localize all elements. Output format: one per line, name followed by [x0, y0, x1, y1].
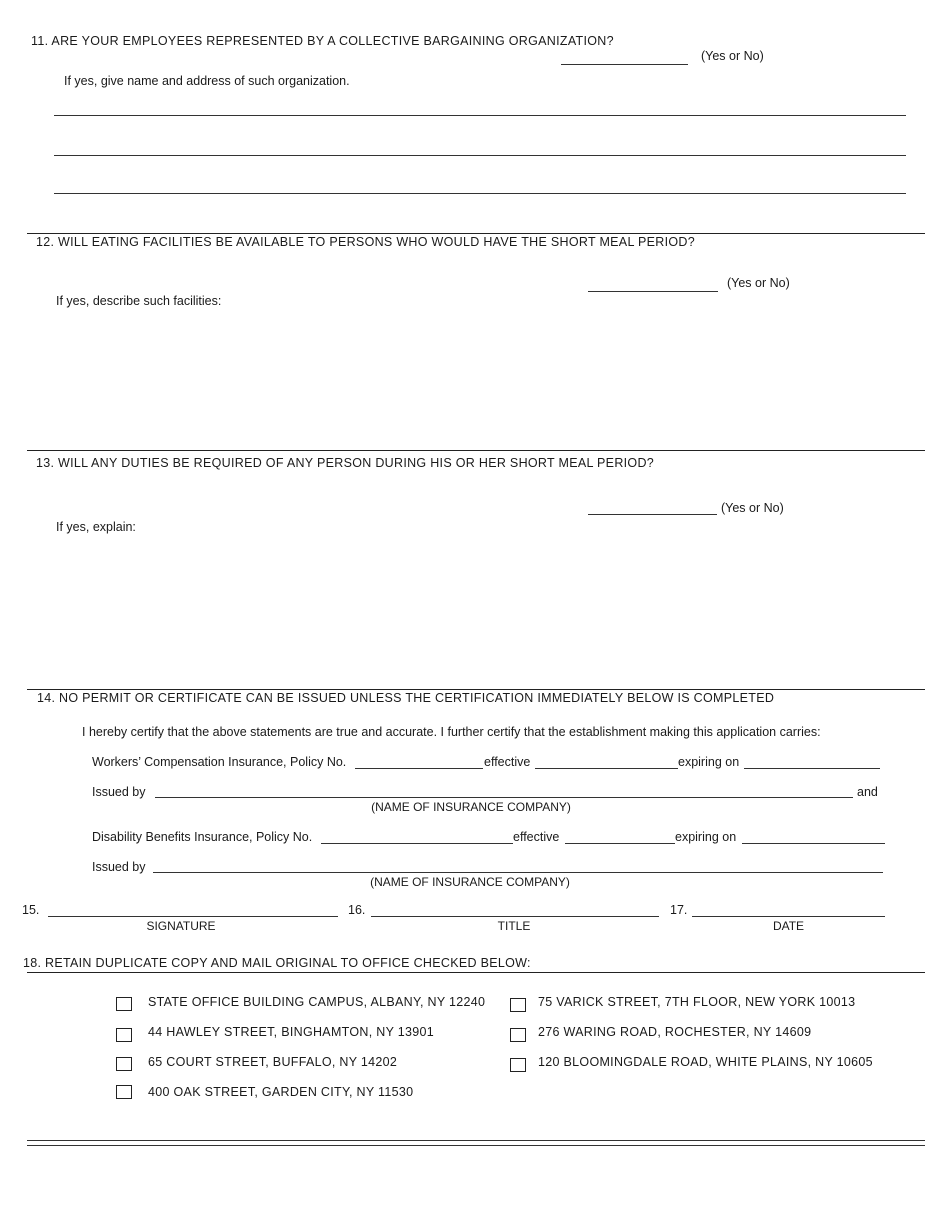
q11-answer-line-2[interactable] [54, 155, 906, 156]
q14-question: 14. NO PERMIT OR CERTIFICATE CAN BE ISSUED UNLESS THE CERTIFICATION IMMEDIATELY BELOW IS COMPLETED [37, 691, 775, 705]
office-checkbox-white-plains[interactable] [510, 1058, 526, 1072]
section-divider-14 [27, 689, 925, 690]
disability-insurer-caption: (NAME OF INSURANCE COMPANY) [370, 875, 570, 889]
workers-comp-expiring-field[interactable] [744, 768, 880, 769]
q12-question: 12. WILL EATING FACILITIES BE AVAILABLE TO PERSONS WHO WOULD HAVE THE SHORT MEAL PERIOD? [36, 235, 695, 249]
item-16-number: 16. [348, 903, 366, 917]
q11-instruction: If yes, give name and address of such organization. [64, 74, 350, 88]
q14-certify-text: I hereby certify that the above statements are true and accurate. I further certify that the establishment making this application carries: [82, 725, 821, 739]
q12-yes-no-label: (Yes or No) [727, 276, 790, 290]
workers-comp-insurer-field[interactable] [155, 797, 853, 798]
q12-answer-area[interactable] [56, 315, 906, 440]
signature-field[interactable] [48, 916, 338, 917]
workers-comp-label: Workers’ Compensation Insurance, Policy No. [92, 755, 347, 769]
disability-effective-field[interactable] [565, 843, 675, 844]
and-label: and [857, 785, 878, 799]
q13-instruction: If yes, explain: [56, 520, 136, 534]
disability-policy-field[interactable] [321, 843, 513, 844]
office-checkbox-buffalo[interactable] [116, 1057, 132, 1071]
disability-effective-label: effective [513, 830, 560, 844]
footer-rule-top [27, 1140, 925, 1141]
q12-yes-no-field[interactable] [588, 291, 718, 292]
section-divider-13 [27, 450, 925, 451]
q18-question: 18. RETAIN DUPLICATE COPY AND MAIL ORIGINAL TO OFFICE CHECKED BELOW: [23, 956, 531, 970]
workers-comp-effective-label: effective [484, 755, 531, 769]
q13-yes-no-field[interactable] [588, 514, 717, 515]
office-label-buffalo: 65 COURT STREET, BUFFALO, NY 14202 [148, 1055, 398, 1069]
item-17-number: 17. [670, 903, 688, 917]
office-label-albany: STATE OFFICE BUILDING CAMPUS, ALBANY, NY 12240 [148, 995, 486, 1009]
section-divider-18 [27, 972, 925, 973]
date-field[interactable] [692, 916, 885, 917]
item-15-number: 15. [22, 903, 40, 917]
office-checkbox-garden-city[interactable] [116, 1085, 132, 1099]
office-label-garden-city: 400 OAK STREET, GARDEN CITY, NY 11530 [148, 1085, 414, 1099]
title-field[interactable] [371, 916, 659, 917]
workers-comp-expiring-label: expiring on [678, 755, 740, 769]
disability-insurer-field[interactable] [153, 872, 883, 873]
disability-label: Disability Benefits Insurance, Policy No. [92, 830, 313, 844]
workers-comp-policy-field[interactable] [355, 768, 483, 769]
workers-comp-issued-by-label: Issued by [92, 785, 146, 799]
q11-yes-no-field[interactable] [561, 64, 688, 65]
workers-comp-insurer-caption: (NAME OF INSURANCE COMPANY) [371, 800, 571, 814]
footer-rule-bottom [27, 1145, 925, 1146]
q11-answer-line-3[interactable] [54, 193, 906, 194]
date-caption: DATE [772, 919, 805, 933]
office-label-white-plains: 120 BLOOMINGDALE ROAD, WHITE PLAINS, NY 10605 [538, 1055, 873, 1069]
disability-issued-by-label: Issued by [92, 860, 146, 874]
office-checkbox-rochester[interactable] [510, 1028, 526, 1042]
office-label-rochester: 276 WARING ROAD, ROCHESTER, NY 14609 [538, 1025, 812, 1039]
q13-yes-no-label: (Yes or No) [721, 501, 784, 515]
disability-expiring-field[interactable] [742, 843, 885, 844]
title-caption: TITLE [497, 919, 531, 933]
q11-answer-line-1[interactable] [54, 115, 906, 116]
signature-caption: SIGNATURE [146, 919, 216, 933]
section-divider-12 [27, 233, 925, 234]
office-checkbox-binghamton[interactable] [116, 1028, 132, 1042]
office-checkbox-albany[interactable] [116, 997, 132, 1011]
q11-question: 11. ARE YOUR EMPLOYEES REPRESENTED BY A COLLECTIVE BARGAINING ORGANIZATION? [31, 34, 614, 48]
office-label-new-york: 75 VARICK STREET, 7TH FLOOR, NEW YORK 10013 [538, 995, 856, 1009]
q11-yes-no-label: (Yes or No) [701, 49, 764, 63]
q12-instruction: If yes, describe such facilities: [56, 294, 222, 308]
office-label-binghamton: 44 HAWLEY STREET, BINGHAMTON, NY 13901 [148, 1025, 435, 1039]
disability-expiring-label: expiring on [675, 830, 737, 844]
workers-comp-effective-field[interactable] [535, 768, 678, 769]
q13-question: 13. WILL ANY DUTIES BE REQUIRED OF ANY PERSON DURING HIS OR HER SHORT MEAL PERIOD? [36, 456, 655, 470]
q13-answer-area[interactable] [56, 540, 906, 680]
office-checkbox-new-york[interactable] [510, 998, 526, 1012]
